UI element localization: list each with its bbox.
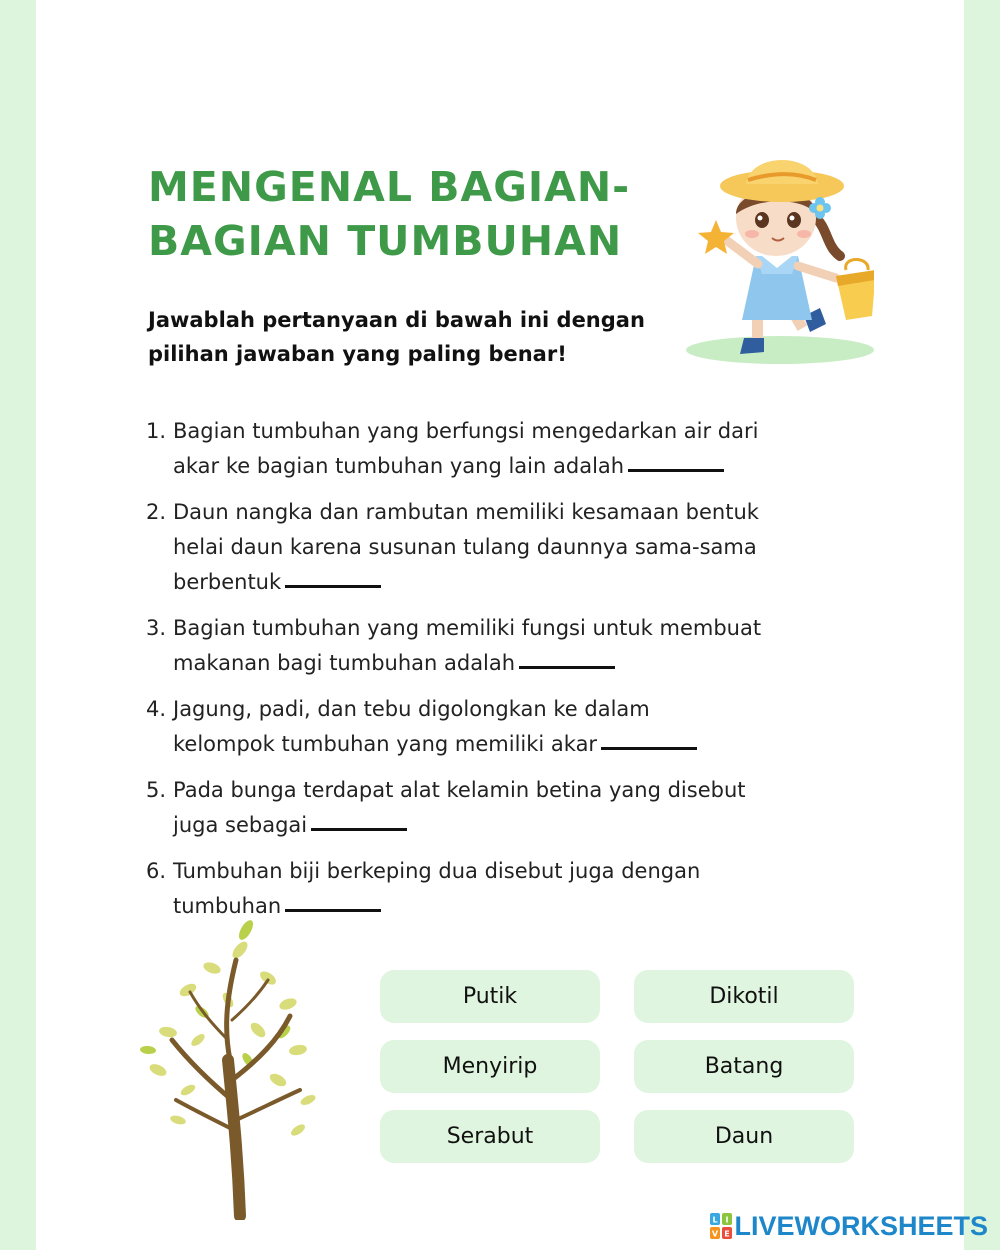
question-line: Tumbuhan biji berkeping dua disebut juga dengan xyxy=(173,859,701,883)
question-item xyxy=(146,854,866,924)
answer-blank[interactable] xyxy=(285,909,381,912)
instruction-text xyxy=(148,303,708,371)
question-item xyxy=(146,773,866,843)
girl-with-bucket-illustration xyxy=(664,148,874,374)
answer-blank[interactable] xyxy=(285,585,381,588)
question-line: Bagian tumbuhan yang berfungsi mengedarkan air dari xyxy=(173,419,759,443)
answer-blank[interactable] xyxy=(628,469,724,472)
question-number: 2. xyxy=(146,500,167,524)
liveworksheets-logo-text: LIVEWORKSHEETS xyxy=(734,1210,988,1241)
question-number: 3. xyxy=(146,616,167,640)
option-putik[interactable]: Putik xyxy=(380,970,600,1023)
question-item xyxy=(146,692,866,762)
question-line: Pada bunga terdapat alat kelamin betina yang disebut xyxy=(173,778,746,802)
question-number: 4. xyxy=(146,697,167,721)
liveworksheets-logo[interactable] xyxy=(710,1206,988,1246)
answer-blank[interactable] xyxy=(519,666,615,669)
question-line: juga sebagai xyxy=(173,813,308,837)
question-line: helai daun karena susunan tulang daunnya sama-sama xyxy=(173,535,757,559)
worksheet-title xyxy=(148,160,668,268)
question-item xyxy=(146,495,866,600)
tree-illustration xyxy=(128,920,328,1220)
option-batang[interactable]: Batang xyxy=(634,1040,854,1093)
title-line: MENGENAL BAGIAN- xyxy=(148,163,631,211)
logo-mark-letter: I xyxy=(725,1215,729,1225)
logo-mark-letter: L xyxy=(712,1215,719,1225)
answer-blank[interactable] xyxy=(311,828,407,831)
question-line: akar ke bagian tumbuhan yang lain adalah xyxy=(173,454,625,478)
question-line: Jagung, padi, dan tebu digolongkan ke dalam xyxy=(173,697,650,721)
question-number: 6. xyxy=(146,859,167,883)
logo-mark-letter: V xyxy=(712,1229,719,1239)
answer-blank[interactable] xyxy=(601,747,697,750)
logo-mark-letter: E xyxy=(724,1229,731,1239)
question-list xyxy=(146,414,866,935)
question-line: makanan bagi tumbuhan adalah xyxy=(173,651,516,675)
question-line: Daun nangka dan rambutan memiliki kesamaan bentuk xyxy=(173,500,759,524)
question-item xyxy=(146,414,866,484)
question-number: 5. xyxy=(146,778,167,802)
liveworksheets-logo-icon xyxy=(710,1213,732,1239)
instruction-line: pilihan jawaban yang paling benar! xyxy=(148,342,567,366)
question-number: 1. xyxy=(146,419,167,443)
question-line: kelompok tumbuhan yang memiliki akar xyxy=(173,732,598,756)
question-item xyxy=(146,611,866,681)
title-line: BAGIAN TUMBUHAN xyxy=(148,217,623,265)
answer-options xyxy=(380,970,854,1163)
instruction-line: Jawablah pertanyaan di bawah ini dengan xyxy=(148,308,645,332)
option-menyirip[interactable]: Menyirip xyxy=(380,1040,600,1093)
worksheet-page xyxy=(36,0,964,1250)
option-daun[interactable]: Daun xyxy=(634,1110,854,1163)
question-line: Bagian tumbuhan yang memiliki fungsi untuk membuat xyxy=(173,616,762,640)
question-line: berbentuk xyxy=(173,570,282,594)
question-line: tumbuhan xyxy=(173,894,282,918)
option-serabut[interactable]: Serabut xyxy=(380,1110,600,1163)
option-dikotil[interactable]: Dikotil xyxy=(634,970,854,1023)
